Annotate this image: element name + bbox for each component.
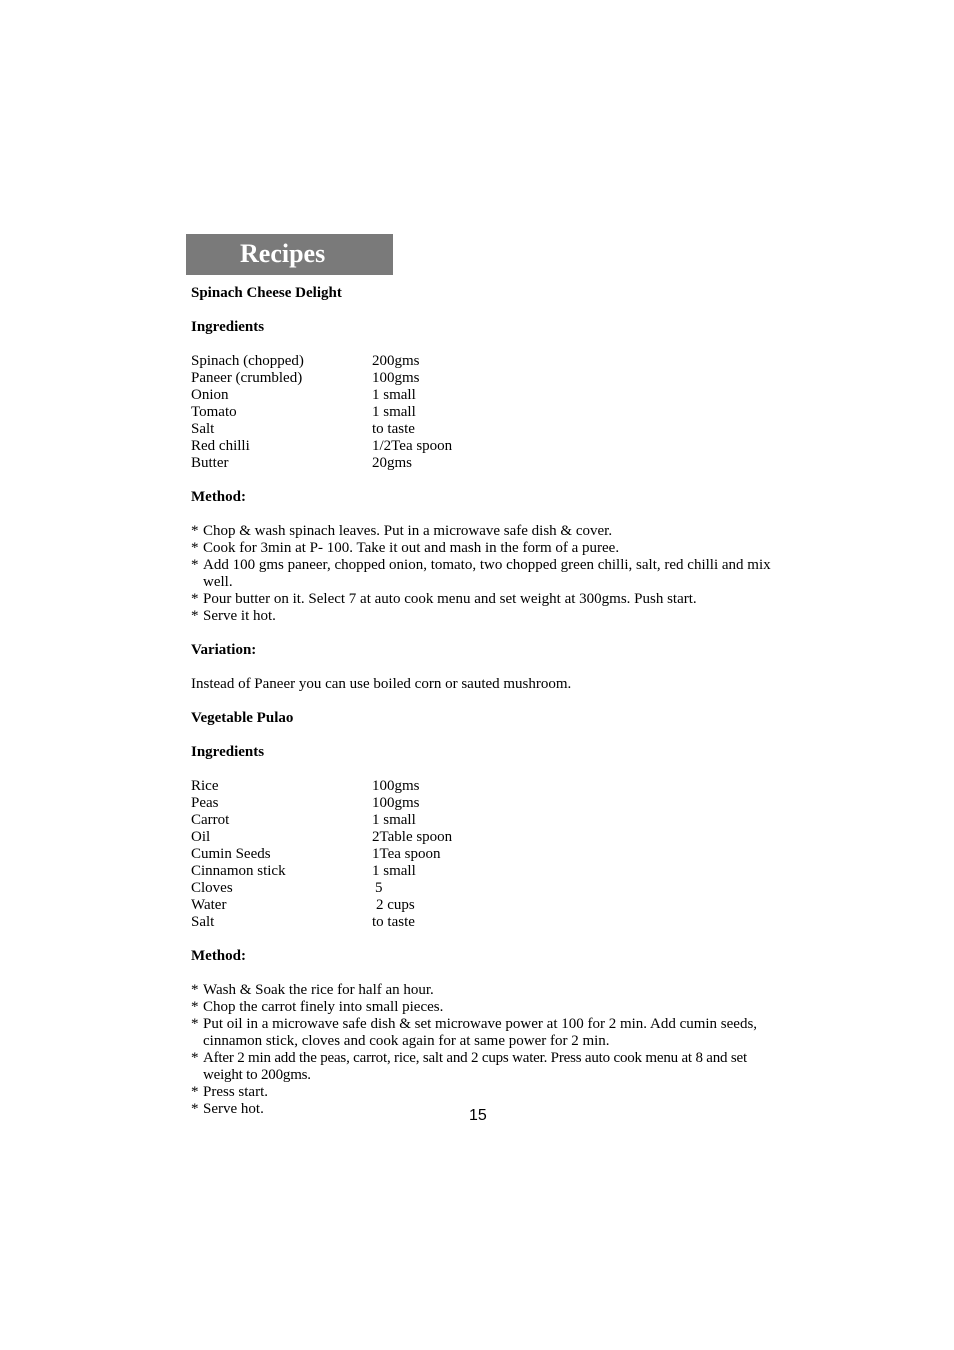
method-heading: Method: — [191, 948, 246, 964]
ingredient-qty: 1 small — [372, 387, 416, 403]
ingredient-row — [191, 863, 771, 880]
ingredients-heading: Ingredients — [191, 744, 265, 760]
ingredient-name: Cumin Seeds — [191, 846, 271, 862]
recipe-spinach-cheese-delight — [191, 285, 771, 693]
ingredients-list — [191, 353, 771, 472]
ingredient-qty: 100gms — [372, 795, 420, 811]
ingredient-row — [191, 914, 771, 931]
method-list — [191, 523, 771, 625]
ingredient-row — [191, 438, 771, 455]
ingredient-qty: 2 cups — [376, 897, 415, 913]
ingredient-qty: 1 small — [372, 404, 416, 420]
method-step: * Put oil in a microwave safe dish & set microwave power at 100 for 2 min. Add cumin seeds, cinnamon stick, cloves and cook again for at same power for 2 min. — [191, 1016, 758, 1049]
ingredient-name: Red chilli — [191, 438, 250, 454]
section-title: Recipes — [240, 239, 326, 268]
recipe-title: Spinach Cheese Delight — [191, 285, 342, 301]
ingredient-row — [191, 829, 771, 846]
method-step: * Pour butter on it. Select 7 at auto cook menu and set weight at 300gms. Push start. — [191, 591, 697, 607]
ingredient-name: Rice — [191, 778, 219, 794]
method-step: * Serve hot. — [191, 1101, 264, 1117]
ingredient-name: Cloves — [191, 880, 233, 896]
ingredient-row — [191, 812, 771, 829]
method-step: * Serve it hot. — [191, 608, 276, 624]
method-heading: Method: — [191, 489, 246, 505]
ingredient-qty: 5 — [375, 880, 383, 896]
ingredient-row — [191, 404, 771, 421]
ingredient-qty: 100gms — [372, 370, 420, 386]
ingredient-qty: 20gms — [372, 455, 413, 471]
ingredients-list — [191, 778, 771, 931]
ingredient-row — [191, 897, 771, 914]
ingredient-row — [191, 387, 771, 404]
ingredient-qty: 1/2Tea spoon — [372, 438, 453, 454]
ingredient-row — [191, 455, 771, 472]
ingredient-row — [191, 353, 771, 370]
ingredient-qty: 200gms — [372, 353, 420, 369]
ingredient-name: Tomato — [191, 404, 237, 420]
ingredient-name: Peas — [191, 795, 219, 811]
ingredient-name: Oil — [191, 829, 211, 845]
ingredients-heading: Ingredients — [191, 319, 265, 335]
ingredient-qty: 100gms — [372, 778, 420, 794]
section-banner — [186, 234, 393, 275]
method-step: * After 2 min add the peas, carrot, rice, salt and 2 cups water. Press auto cook menu at 8 and set weight to 200gms. — [191, 1050, 747, 1083]
ingredient-name: Spinach (chopped) — [191, 353, 304, 369]
ingredient-name: Onion — [191, 387, 229, 403]
method-step: * Cook for 3min at P- 100. Take it out and mash in the form of a puree. — [191, 540, 620, 556]
ingredient-row — [191, 370, 771, 387]
ingredient-name: Water — [191, 897, 227, 913]
variation-text: Instead of Paneer you can use boiled corn or sauted mushroom. — [191, 676, 572, 692]
recipe-vegetable-pulao — [191, 710, 771, 1118]
ingredient-row — [191, 421, 771, 438]
ingredient-row — [191, 795, 771, 812]
ingredient-name: Paneer (crumbled) — [191, 370, 303, 386]
ingredient-row — [191, 778, 771, 795]
method-step: * Chop the carrot finely into small pieces. — [191, 999, 444, 1015]
ingredient-qty: 1Tea spoon — [372, 846, 441, 862]
ingredient-name: Carrot — [191, 812, 230, 828]
method-step: * Chop & wash spinach leaves. Put in a microwave safe dish & cover. — [191, 523, 613, 539]
recipe-content — [191, 285, 771, 1118]
method-list — [191, 982, 771, 1118]
method-step: * Press start. — [191, 1084, 268, 1100]
ingredient-name: Butter — [191, 455, 229, 471]
recipe-title: Vegetable Pulao — [191, 710, 294, 726]
ingredient-row — [191, 880, 771, 897]
ingredient-name: Salt — [191, 421, 215, 437]
ingredient-qty: to taste — [372, 914, 415, 930]
ingredient-qty: 1 small — [372, 863, 416, 879]
ingredient-qty: 1 small — [372, 812, 416, 828]
method-step: * Wash & Soak the rice for half an hour. — [191, 982, 434, 998]
ingredient-qty: to taste — [372, 421, 415, 437]
method-step: * Add 100 gms paneer, chopped onion, tomato, two chopped green chilli, salt, red chilli and mix well. — [191, 557, 771, 590]
variation-heading: Variation: — [191, 642, 257, 658]
ingredient-name: Salt — [191, 914, 215, 930]
ingredient-qty: 2Table spoon — [372, 829, 453, 845]
page-number: 15 — [469, 1107, 487, 1124]
ingredient-row — [191, 846, 771, 863]
ingredient-name: Cinnamon stick — [191, 863, 286, 879]
